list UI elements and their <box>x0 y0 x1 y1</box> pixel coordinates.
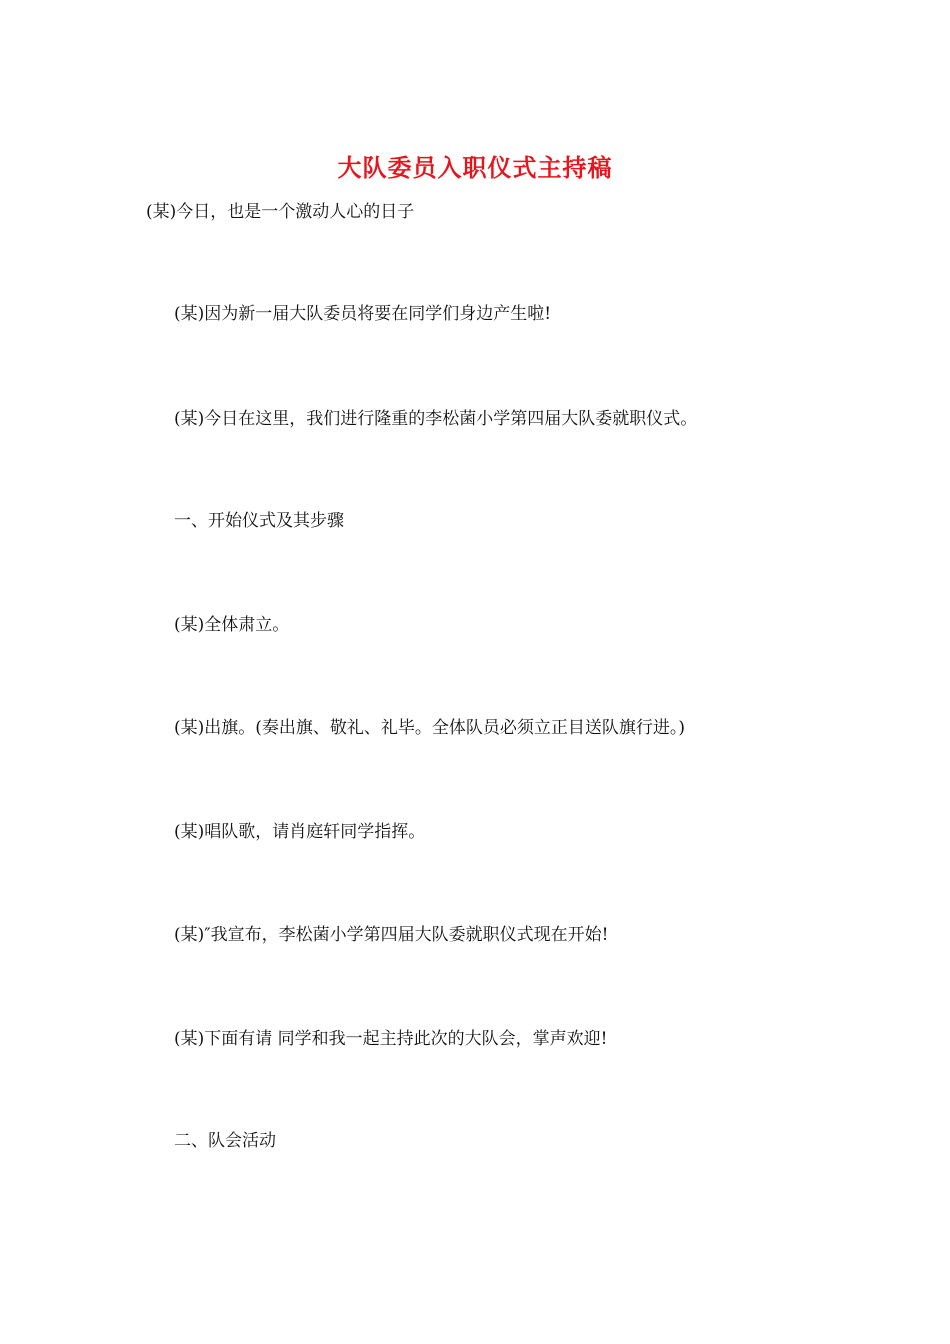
paragraph-ceremony: (某)今日在这里，我们进行隆重的李松菌小学第四届大队委就职仪式。 <box>174 409 698 429</box>
paragraph-intro: (某)今日，也是一个激动人心的日子 <box>146 202 415 222</box>
paragraph-stand: (某)全体肃立。 <box>174 615 290 635</box>
paragraph-invite: (某)下面有请 同学和我一起主持此次的大队会，掌声欢迎! <box>174 1029 608 1049</box>
paragraph-flag: (某)出旗。(奏出旗、敬礼、礼毕。全体队员必须立正目送队旗行进。) <box>174 718 686 738</box>
paragraph-announce: (某)″我宣布，李松菌小学第四届大队委就职仪式现在开始! <box>174 925 609 945</box>
section-heading-opening: 一、开始仪式及其步骤 <box>174 511 344 531</box>
paragraph-anthem: (某)唱队歌，请肖庭轩同学指挥。 <box>174 822 426 842</box>
paragraph-new-committee: (某)因为新一届大队委员将要在同学们身边产生啦! <box>174 304 552 324</box>
section-heading-activities: 二、队会活动 <box>174 1131 276 1151</box>
document-title: 大队委员入职仪式主持稿 <box>337 153 613 182</box>
